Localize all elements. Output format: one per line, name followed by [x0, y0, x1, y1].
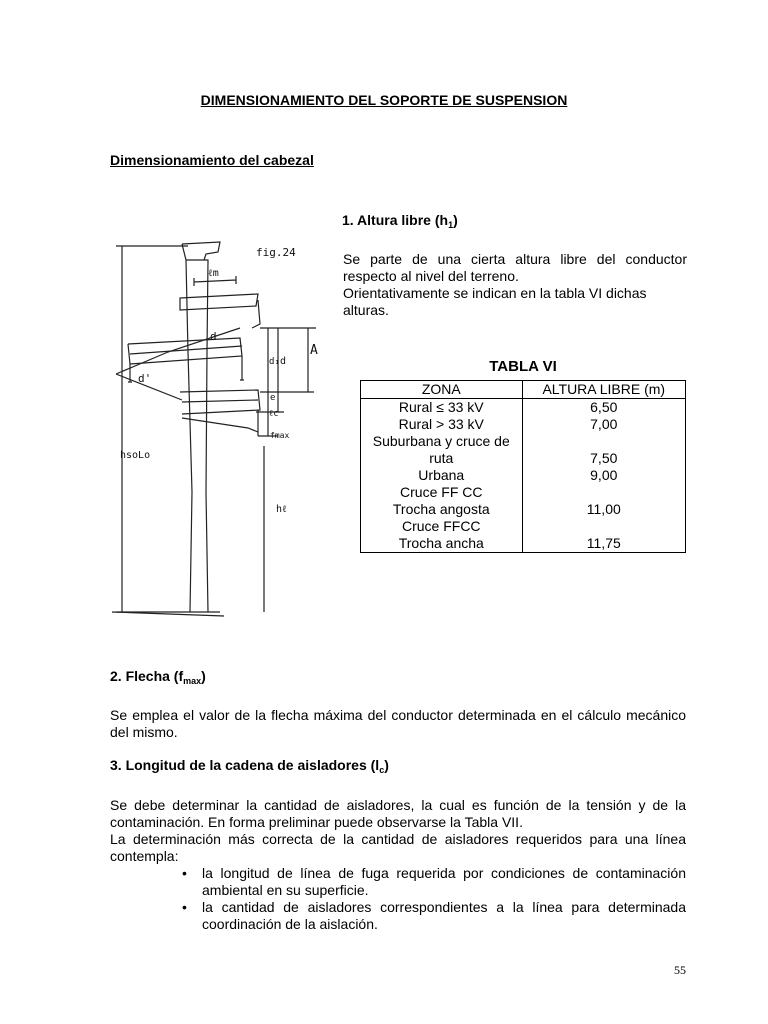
fig-label-d: d — [210, 330, 217, 343]
fig-label-em: ℓm — [208, 268, 219, 279]
figure-24 — [108, 232, 332, 624]
sec3-heading-sub: c — [379, 765, 385, 775]
zona-line: Rural > 33 kV — [398, 416, 484, 432]
table-row — [361, 416, 686, 433]
table-cell-zona — [361, 484, 523, 518]
table-header-altura: ALTURA LIBRE (m) — [522, 381, 685, 399]
bullet-text: la cantidad de aisladores correspondientes a la línea para determinada coordinación de la aislación. — [202, 899, 686, 932]
zona-line: Trocha ancha — [398, 535, 484, 551]
page-number: 55 — [674, 963, 686, 977]
sec1-heading — [342, 212, 458, 228]
fig-label-hsoporte: hsoLo — [120, 450, 151, 461]
zona-line: Rural ≤ 33 kV — [398, 399, 484, 415]
table-cell-altura: 7,00 — [522, 416, 685, 433]
sec3-bullet-list — [182, 865, 686, 933]
pole-sketch — [108, 232, 332, 624]
zona-line: Cruce FFCC — [401, 518, 481, 534]
sec1-para-2: Orientativamente se indican en la tabla VI dichas alturas. — [343, 285, 647, 318]
fig-label-A: A — [310, 343, 318, 358]
table-row — [361, 518, 686, 553]
table-vi — [360, 380, 686, 553]
fig-label-hl: hℓ — [276, 504, 287, 515]
sec3-body — [110, 797, 686, 933]
table-cell-zona — [361, 467, 523, 484]
zona-line: Trocha angosta — [392, 501, 490, 517]
table-header-zona: ZONA — [361, 381, 523, 399]
page-title: DIMENSIONAMIENTO DEL SOPORTE DE SUSPENSION — [200, 92, 568, 108]
table-cell-altura: 11,75 — [522, 518, 685, 553]
bullet-icon: • — [182, 865, 187, 881]
table-row — [361, 484, 686, 518]
sec3-para-1: Se debe determinar la cantidad de aisladores, la cual es función de la tensión y de la contaminación. En forma preliminar puede observarse la Tabla VII. — [110, 797, 686, 830]
table-cell-altura: 6,50 — [522, 399, 685, 417]
sec2-heading — [110, 668, 206, 684]
sec3-heading-close: ) — [384, 757, 389, 773]
sec2-heading-close: ) — [201, 668, 206, 684]
table-row — [361, 399, 686, 417]
fig-label-e: e — [270, 393, 276, 403]
table-cell-zona — [361, 433, 523, 467]
zona-line: Urbana — [418, 467, 465, 483]
fig-label-dprime: d' — [138, 372, 152, 385]
sec1-heading-text: 1. Altura libre (h — [342, 212, 449, 228]
zona-line: ruta — [429, 450, 454, 466]
sec1-heading-sub: 1 — [448, 220, 454, 230]
table-cell-altura: 9,00 — [522, 467, 685, 484]
section-subtitle: Dimensionamiento del cabezal — [110, 152, 314, 168]
list-item — [182, 865, 686, 899]
table-cell-altura: 11,00 — [522, 484, 685, 518]
sec1-heading-close: ) — [453, 212, 458, 228]
table-cell-zona — [361, 416, 523, 433]
bullet-icon: • — [182, 899, 187, 915]
zona-line: Cruce FF CC — [400, 484, 483, 500]
fig-label-lc: ℓc — [269, 409, 279, 419]
table-header-row — [361, 381, 686, 399]
sec2-paragraph: Se emplea el valor de la flecha máxima del conductor determinada en el cálculo mecánico del mismo. — [110, 707, 686, 740]
fig-label-d-side: d — [280, 356, 287, 367]
table-cell-altura: 7,50 — [522, 433, 685, 467]
sec3-para-2: La determinación más correcta de la cantidad de aisladores requeridos para una línea contempla: — [110, 831, 686, 864]
fig-label-d1: d₁ — [269, 357, 280, 367]
table-title: TABLA VI — [489, 358, 557, 375]
table-row — [361, 467, 686, 484]
list-item — [182, 899, 686, 933]
bullet-text: la longitud de línea de fuga requerida por condiciones de contaminación ambiental en su superficie. — [202, 865, 686, 898]
sec2-heading-sub: max — [183, 676, 202, 686]
zona-line: Suburbana y cruce de — [372, 433, 510, 449]
table-cell-zona — [361, 518, 523, 553]
sec2-heading-text: 2. Flecha (f — [110, 668, 184, 684]
table-cell-zona — [361, 399, 523, 417]
sec3-heading-text: 3. Longitud de la cadena de aisladores (l — [110, 757, 380, 773]
fig-label-fmax: fmax — [270, 431, 290, 440]
sec3-heading — [110, 757, 389, 773]
table-row — [361, 433, 686, 467]
sec1-paragraph — [343, 251, 687, 319]
sec1-para-1: Se parte de una cierta altura libre del conductor respecto al nivel del terreno. — [343, 251, 687, 284]
fig-caption: fig.24 — [256, 246, 296, 259]
